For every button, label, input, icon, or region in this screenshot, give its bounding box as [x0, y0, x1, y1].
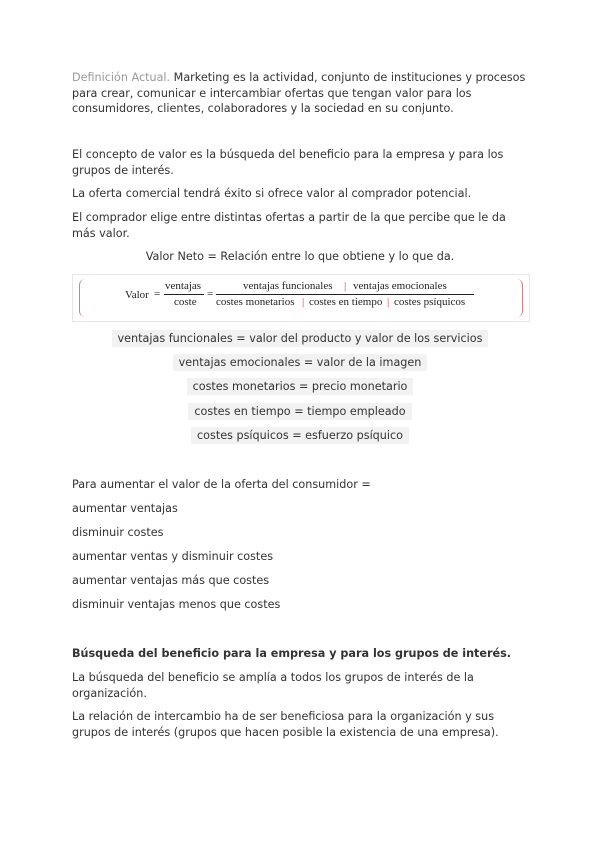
formula-num2b: ventajas emocionales — [353, 280, 447, 292]
definition-text: costes en tiempo = tiempo empleado — [188, 403, 411, 420]
aumentar-title: Para aumentar el valor de la oferta del consumidor = — [72, 478, 371, 491]
formula-valor: Valor — [125, 289, 149, 301]
formula-num2a: ventajas funcionales — [243, 280, 333, 292]
formula-sep-1: | — [344, 280, 347, 292]
formula-den2a: costes monetarios — [216, 296, 295, 308]
formula-image — [72, 274, 530, 322]
paragraph-concepto-valor: El concepto de valor es la búsqueda del beneficio para la empresa y para los grupos de interés. — [72, 148, 504, 177]
formula-sep-3: | — [387, 296, 390, 308]
definition-text: costes psíquicos = esfuerzo psíquico — [191, 427, 409, 444]
formula-sep-2: | — [302, 296, 305, 308]
formula-den2b: costes en tiempo — [309, 296, 383, 308]
formula-equals-1: = — [154, 288, 161, 300]
section-paragraph-1: La búsqueda del beneficio se amplía a todos los grupos de interés de la organización. — [72, 671, 474, 700]
fraction-bar-1 — [164, 294, 204, 295]
aumentar-item: aumentar ventas y disminuir costes — [72, 550, 274, 563]
paragraph-oferta-comercial: La oferta comercial tendrá éxito si ofrece valor al comprador potencial. — [72, 187, 472, 200]
definition-item — [72, 355, 528, 370]
definition-item — [72, 331, 528, 346]
intro-label: Definición Actual. — [72, 71, 171, 84]
aumentar-item: aumentar ventajas — [72, 502, 178, 515]
definition-item — [72, 404, 528, 419]
section-paragraph-2: La relación de intercambio ha de ser beneficiosa para la organización y sus grupos de interés (grupos que hacen posible la existencia de una empresa). — [72, 710, 499, 739]
formula-num1: ventajas — [165, 280, 202, 292]
fraction-bar-2 — [216, 294, 474, 295]
definition-item — [72, 428, 528, 443]
aumentar-item: disminuir ventajas menos que costes — [72, 598, 281, 611]
aumentar-item: disminuir costes — [72, 526, 164, 539]
formula-den1: coste — [174, 296, 197, 308]
valor-neto-line: Valor Neto = Relación entre lo que obtiene y lo que da. — [145, 250, 455, 263]
definition-text: costes monetarios = precio monetario — [187, 378, 414, 395]
formula-equals-2: = — [207, 288, 214, 300]
aumentar-item: aumentar ventajas más que costes — [72, 574, 270, 587]
definition-text: ventajas funcionales = valor del producto y valor de los servicios — [112, 330, 489, 347]
paragraph-comprador: El comprador elige entre distintas ofertas a partir de la que percibe que le da más valor. — [72, 211, 506, 240]
definition-item — [72, 379, 528, 394]
intro-text: Marketing es la actividad, conjunto de instituciones y procesos para crear, comunicar e intercambiar ofertas que tengan valor para los consumidores, clientes, colaboradores y la sociedad en su conjunto. — [72, 71, 526, 115]
formula-den2c: costes psíquicos — [394, 296, 466, 308]
intro-paragraph — [72, 70, 528, 117]
definition-text: ventajas emocionales = valor de la imagen — [173, 354, 428, 371]
section-heading: Búsqueda del beneficio para la empresa y para los grupos de interés. — [72, 647, 511, 660]
